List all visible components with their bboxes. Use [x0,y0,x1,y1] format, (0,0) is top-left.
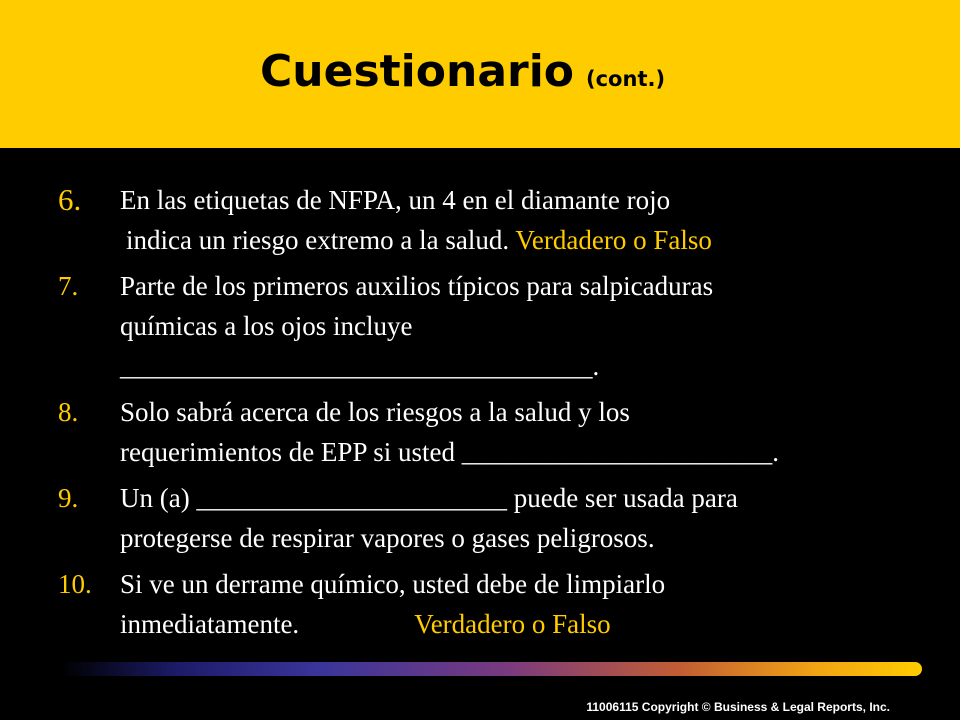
question-text-line: Parte de los primeros auxilios típicos para salpicaduras [120,271,714,301]
slide-title [260,44,665,107]
title-banner [0,0,960,148]
question-text-line-group [120,604,918,644]
slide-title-text: Cuestionario [260,46,575,97]
true-false-answer: Verdadero o Falso [414,609,611,639]
question-6 [58,180,918,260]
question-text-line-group [120,220,918,260]
question-number: 9. [58,483,79,513]
question-number: 6. [58,182,82,217]
question-text-line: Solo sabrá acerca de los riesgos a la salud y los [120,397,630,427]
true-false-answer: Verdadero o Falso [515,225,712,255]
copyright-footer: 11006115 Copyright © Business & Legal Reports, Inc. [586,700,890,714]
question-number: 7. [58,271,79,301]
question-text-line: requerimientos de EPP si usted _______________________. [120,437,779,467]
question-7 [58,266,918,386]
gradient-divider-bar [60,662,922,676]
question-text-line: indica un riesgo extremo a la salud. [126,225,510,255]
question-10 [58,564,918,644]
question-text-line: inmediatamente. [120,609,300,639]
question-list [58,180,918,650]
slide-subtitle: (cont.) [586,67,666,91]
question-text-line: químicas a los ojos incluye [120,311,413,341]
question-number: 8. [58,397,79,427]
question-number: 10. [58,569,92,599]
question-8 [58,392,918,472]
question-text-line: Un (a) _______________________ puede ser usada para [120,483,738,513]
question-text-line: En las etiquetas de NFPA, un 4 en el diamante rojo [120,185,671,215]
question-text-line: protegerse de respirar vapores o gases peligrosos. [120,523,655,553]
question-text-line: Si ve un derrame químico, usted debe de limpiarlo [120,569,666,599]
question-9 [58,478,918,558]
answer-blank-line: ___________________________________. [120,351,600,381]
